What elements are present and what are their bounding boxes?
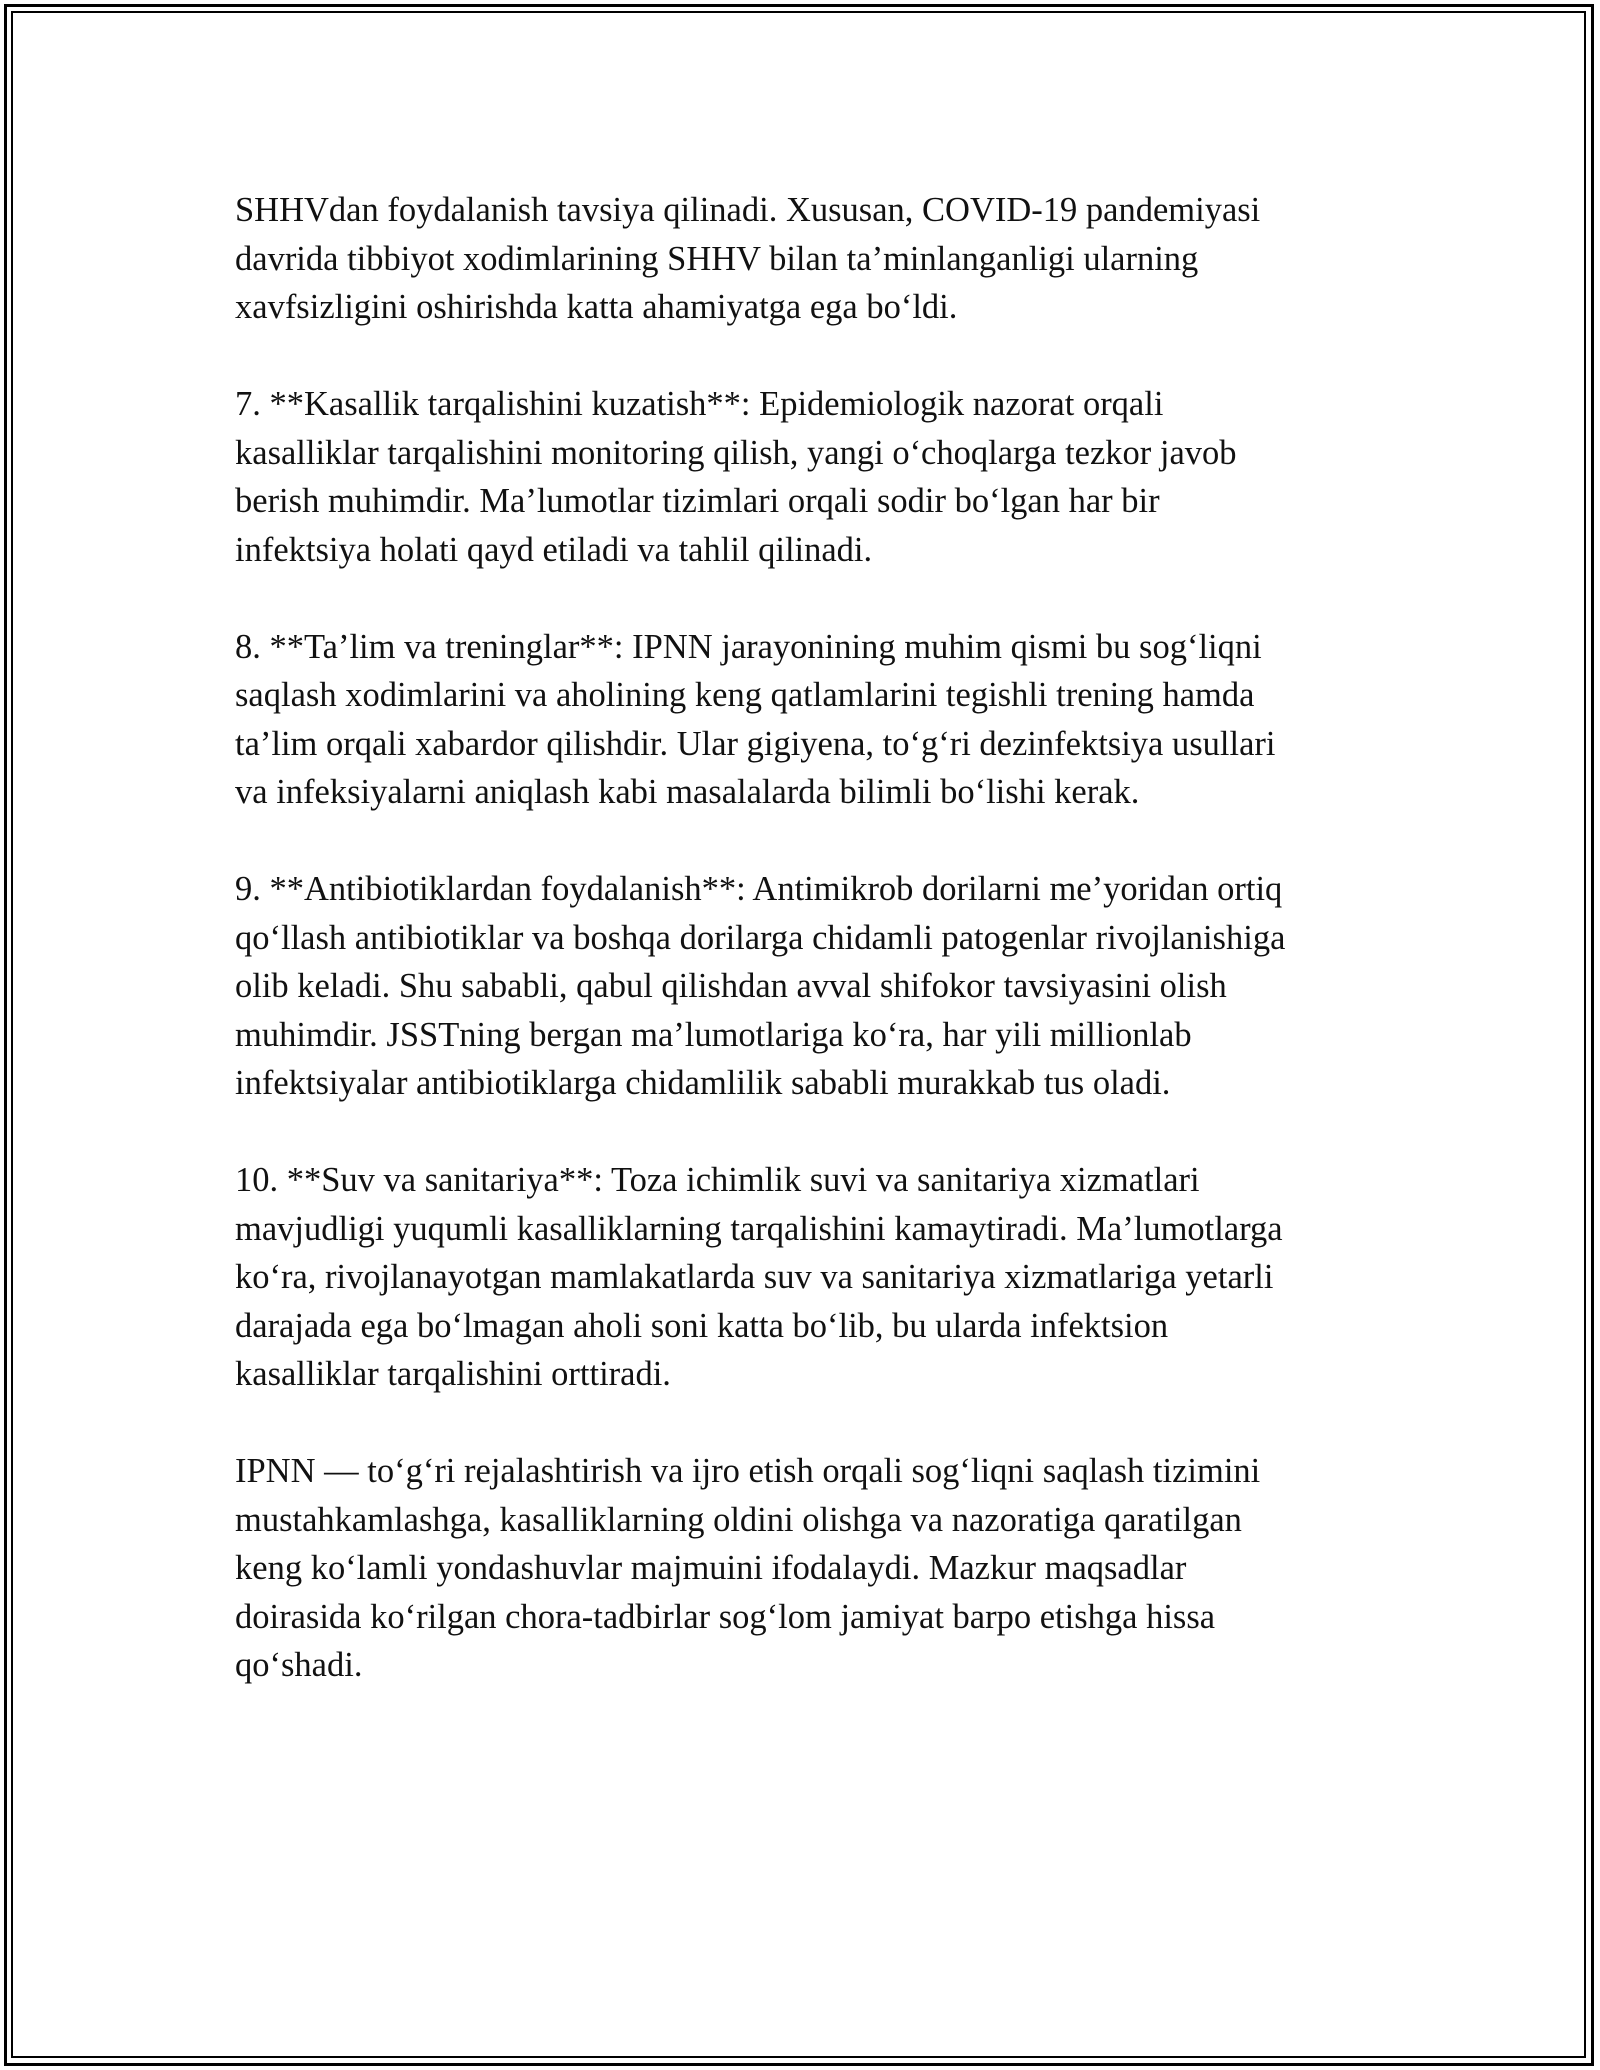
- document-body: [235, 186, 1415, 1690]
- paragraph-antibiotic-use: 9. **Antibiotiklardan foydalanish**: Antimikrob dorilarni me’yoridan ortiq qo‘llash antibiotiklar va boshqa dorilarga chidamli patogenlar rivojlanishiga olib keladi. Shu sababli, qabul qilishdan avval shifokor tavsiyasini olish muhimdir. JSSTning bergan ma’lumotlariga ko‘ra, har yili millionlab infektsiyalar antibiotiklarga chidamlilik sababli murakkab tus oladi.: [235, 870, 1286, 1102]
- paragraph-disease-surveillance: 7. **Kasallik tarqalishini kuzatish**: Epidemiologik nazorat orqali kasalliklar tarqalishini monitoring qilish, yangi o‘choqlarga tezkor javob berish muhimdir. Ma’lumotlar tizimlari orqali sodir bo‘lgan har bir infektsiya holati qayd etiladi va tahlil qilinadi.: [235, 385, 1237, 569]
- paragraph-ppe-intro: SHHVdan foydalanish tavsiya qilinadi. Xususan, COVID-19 pandemiyasi davrida tibbiyot xodimlarining SHHV bilan ta’minlanganligi ularning xavfsizligini oshirishda katta ahamiyatga ega bo‘ldi.: [235, 191, 1261, 326]
- paragraph-conclusion: IPNN — to‘g‘ri rejalashtirish va ijro etish orqali sog‘liqni saqlash tizimini mustahkamlashga, kasalliklarning oldini olishga va nazoratiga qaratilgan keng ko‘lamli yondashuvlar majmuini ifodalaydi. Mazkur maqsadlar doirasida ko‘rilgan chora-tadbirlar sog‘lom jamiyat barpo etishga hissa qo‘shadi.: [235, 1452, 1261, 1684]
- paragraph-water-sanitation: 10. **Suv va sanitariya**: Toza ichimlik suvi va sanitariya xizmatlari mavjudligi yuqumli kasalliklarning tarqalishini kamaytiradi. Ma’lumotlarga ko‘ra, rivojlanayotgan mamlakatlarda suv va sanitariya xizmatlariga yetarli darajada ega bo‘lmagan aholi soni katta bo‘lib, bu ularda infektsion kasalliklar tarqalishini orttiradi.: [235, 1161, 1283, 1393]
- paragraph-education-training: 8. **Ta’lim va treninglar**: IPNN jarayonining muhim qismi bu sog‘liqni saqlash xodimlarini va aholining keng qatlamlarini tegishli trening hamda ta’lim orqali xabardor qilishdir. Ular gigiyena, to‘g‘ri dezinfektsiya usullari va infeksiyalarni aniqlash kabi masalalarda bilimli bo‘lishi kerak.: [235, 627, 1276, 811]
